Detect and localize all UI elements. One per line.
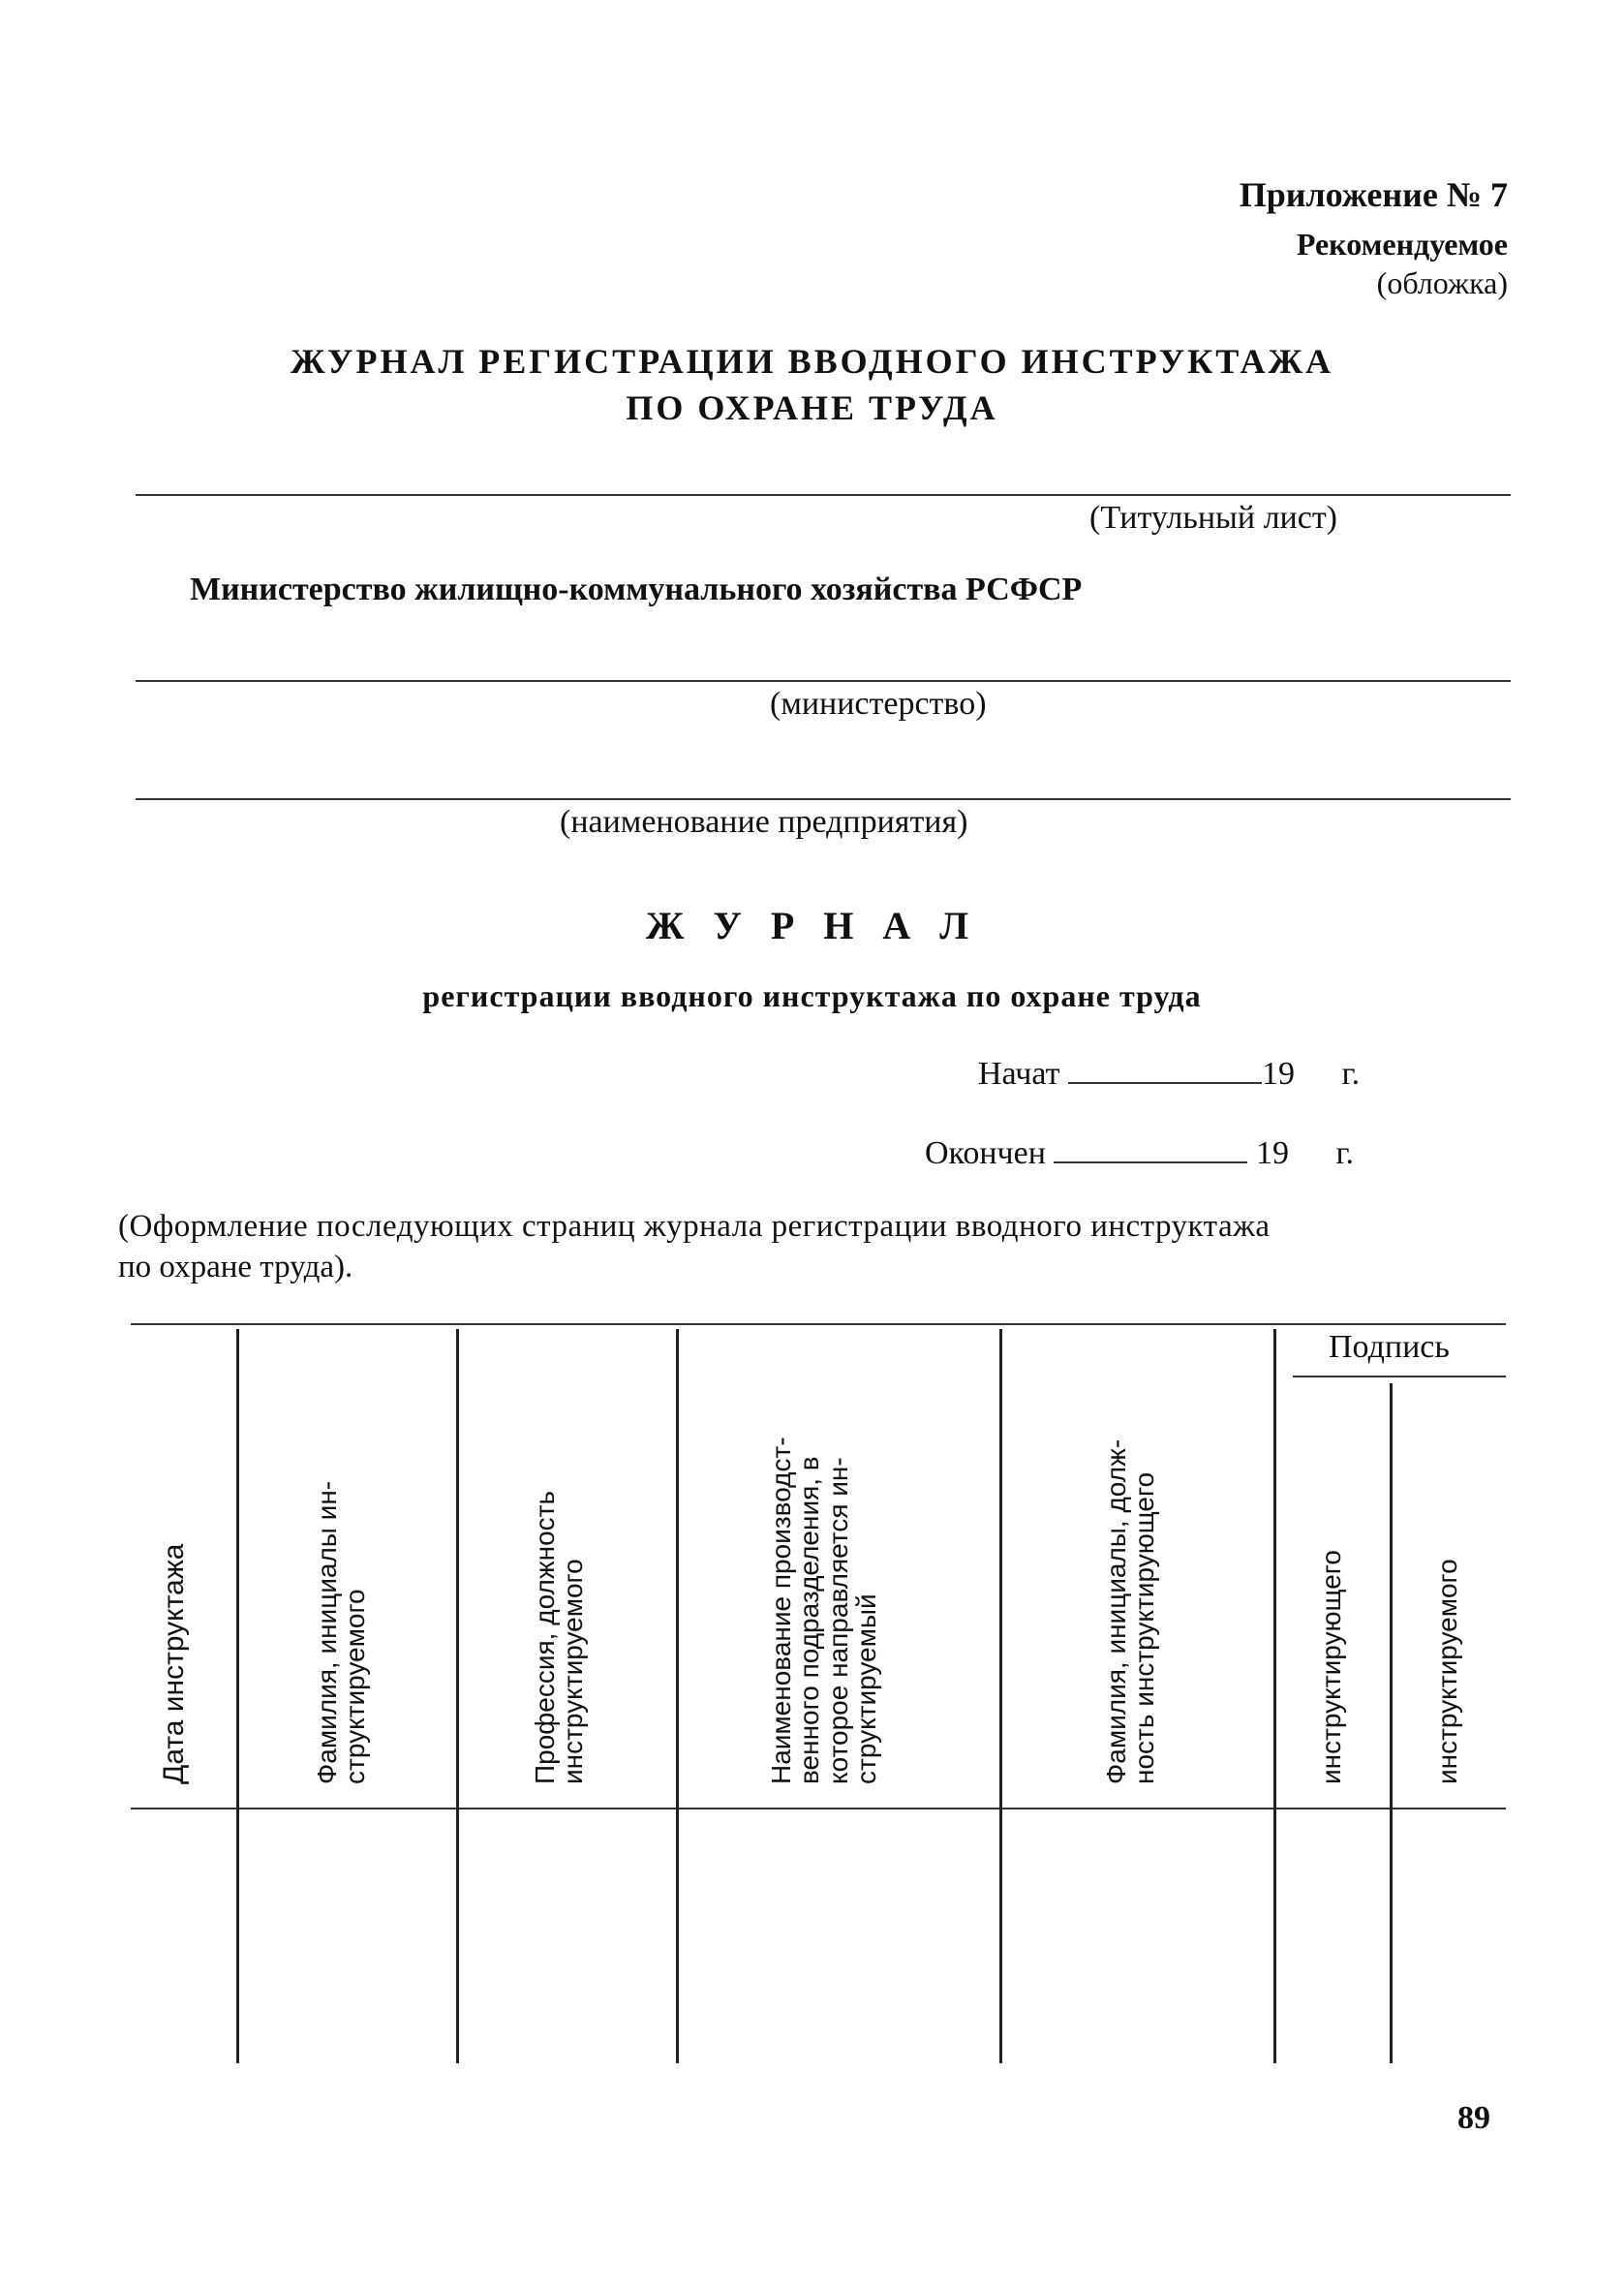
column-header-date <box>159 1544 190 1784</box>
journal-heading: Ж У Р Н А Л <box>645 904 979 947</box>
title-page-line <box>136 494 1511 496</box>
table-column-border-4 <box>999 1329 1002 2063</box>
table-column-border-2 <box>456 1329 459 2063</box>
note-line2: по охране труда). <box>118 1250 353 1284</box>
recommended-label: Рекомендуемое <box>1296 227 1508 262</box>
ended-year-prefix: 19 <box>1255 1135 1289 1171</box>
signature-trainee-label: инструктируемого <box>1432 1559 1462 1784</box>
ministry-value: Министерство жилищно-коммунального хозяйства РСФСР <box>190 572 1083 607</box>
ended-date-blank <box>1054 1161 1247 1163</box>
column-header-signature-instructor <box>1317 1550 1345 1784</box>
column-header-trainee-name-line1: Фамилия, инициалы ин- <box>312 1480 342 1784</box>
table-column-border-3 <box>676 1329 679 2063</box>
column-header-department-line4: структируемый <box>851 1593 882 1784</box>
table-column-border-1 <box>236 1329 239 2063</box>
appendix-number: Приложение № 7 <box>1239 175 1508 214</box>
table-top-border <box>131 1323 1506 1325</box>
signature-divider <box>1293 1376 1506 1377</box>
table-header-bottom <box>131 1808 1506 1810</box>
ended-row <box>925 1135 1354 1172</box>
column-header-department-line1: Наименование производст- <box>766 1437 796 1784</box>
column-header-instructor-line1: Фамилия, инициалы, долж- <box>1101 1438 1131 1784</box>
document-title-line2: ПО ОХРАНЕ ТРУДА <box>626 388 998 427</box>
column-header-instructor <box>1102 1439 1159 1784</box>
ended-label: Окончен <box>925 1135 1046 1171</box>
ended-year-suffix: г. <box>1335 1135 1355 1171</box>
note-line1: (Оформление последующих страниц журнала регистрации вводного инструктажа <box>118 1209 1271 1244</box>
started-year-suffix: г. <box>1341 1056 1361 1092</box>
title-page-caption: (Титульный лист) <box>1089 500 1337 536</box>
ministry-line <box>136 680 1511 682</box>
enterprise-line <box>136 798 1511 800</box>
column-header-department-line3: которое направляется ин- <box>822 1457 853 1784</box>
started-label: Начат <box>978 1056 1060 1092</box>
signature-header: Подпись <box>1329 1329 1450 1365</box>
page-number: 89 <box>1457 2100 1490 2136</box>
started-date-blank <box>1068 1082 1262 1084</box>
column-header-department-line2: венного подразделения, в <box>794 1456 825 1784</box>
table-column-border-5 <box>1273 1329 1276 2063</box>
signature-instructor-label: инструктирующего <box>1316 1550 1346 1784</box>
column-header-profession-line2: инструктируемого <box>558 1559 589 1784</box>
cover-note: (обложка) <box>1376 265 1508 300</box>
column-header-date-line1: Дата инструктажа <box>158 1543 190 1784</box>
ministry-caption: (министерство) <box>770 686 987 722</box>
started-year-prefix: 19 <box>1261 1056 1295 1092</box>
table-column-border-6 <box>1390 1383 1393 2063</box>
column-header-profession-line1: Профессия, должность <box>530 1490 560 1784</box>
column-header-trainee-name-line2: структируемого <box>340 1589 371 1784</box>
column-header-department <box>767 1437 881 1784</box>
column-header-profession <box>531 1491 588 1784</box>
enterprise-caption: (наименование предприятия) <box>560 804 968 840</box>
document-title-line1: ЖУРНАЛ РЕГИСТРАЦИИ ВВОДНОГО ИНСТРУКТАЖА <box>290 342 1334 381</box>
journal-subheading: регистрации вводного инструктажа по охране труда <box>422 978 1202 1013</box>
column-header-instructor-line2: ность инструктирующего <box>1129 1471 1160 1784</box>
started-row <box>978 1056 1360 1093</box>
column-header-trainee-name <box>313 1481 370 1784</box>
column-header-signature-trainee <box>1433 1559 1461 1784</box>
